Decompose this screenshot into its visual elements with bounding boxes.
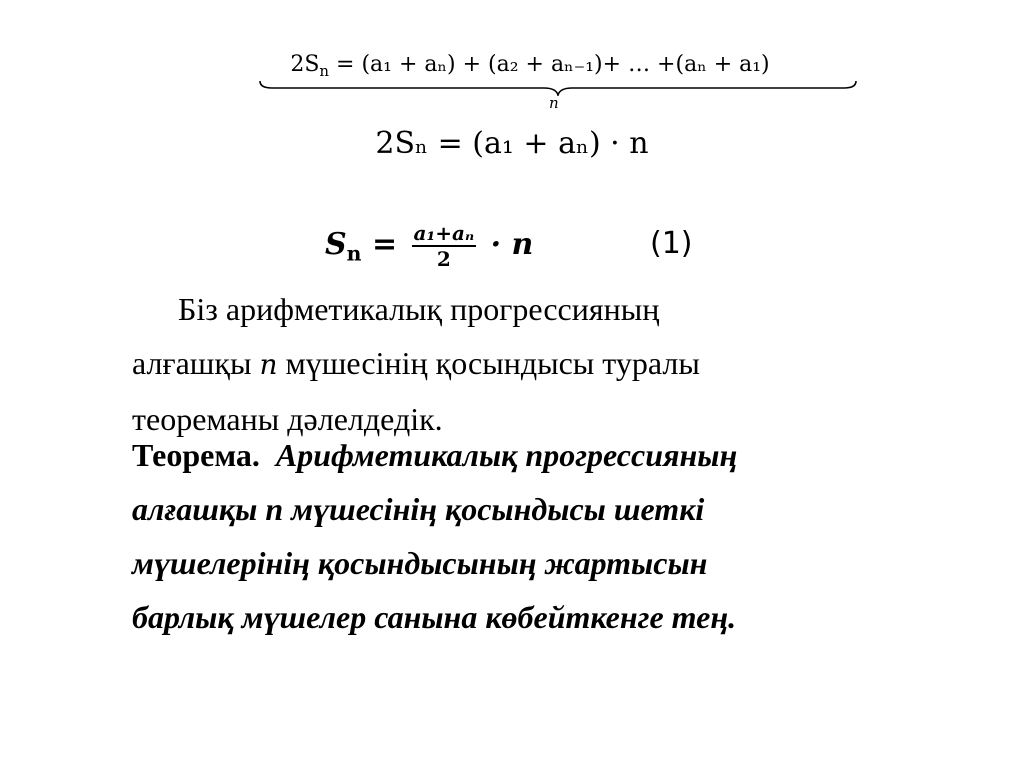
para-line1: Біз арифметикалық прогрессияның — [178, 291, 660, 327]
theorem-line2: алғашқы n мүшесінің қосындысы шеткі — [132, 491, 705, 527]
para-line2-post: мүшесінің қосындысы туралы — [277, 345, 700, 381]
theorem-line4: барлық мүшелер санына көбейткенге тең. — [132, 599, 737, 635]
eq3-equals: = — [371, 227, 398, 262]
eq1-lhs: $2S_n$ — [290, 52, 330, 80]
eq3-times-n: · n — [490, 227, 534, 262]
equation-sn-formula — [325, 215, 533, 284]
para-line2-var: n — [259, 348, 278, 381]
eq3-fraction — [412, 221, 477, 271]
theorem-line1: Арифметикалық прогрессияның — [275, 437, 738, 473]
equation-number: (1) — [650, 226, 693, 261]
theorem-block — [132, 428, 932, 644]
eq1-rhs: = (a₁ + aₙ) + (a₂ + aₙ₋₁)+ … +(aₙ + a₁) — [336, 52, 770, 77]
proof-paragraph — [132, 282, 912, 446]
equation-2sn: 2Sₙ = (a₁ + aₙ) · n — [375, 126, 649, 161]
theorem-line3: мүшелерінің қосындысының жартысын — [132, 545, 708, 581]
eq3-denominator: 2 — [436, 247, 451, 271]
para-line3: теореманы дәлелдедік. — [132, 401, 443, 437]
theorem-title: Теорема. — [132, 437, 260, 473]
underbrace-label: n — [549, 94, 559, 112]
eq3-numerator: a₁+aₙ — [413, 221, 475, 245]
para-line2-pre: алғашқы — [132, 345, 260, 381]
eq3-lhs: $S_n$ — [325, 227, 362, 266]
